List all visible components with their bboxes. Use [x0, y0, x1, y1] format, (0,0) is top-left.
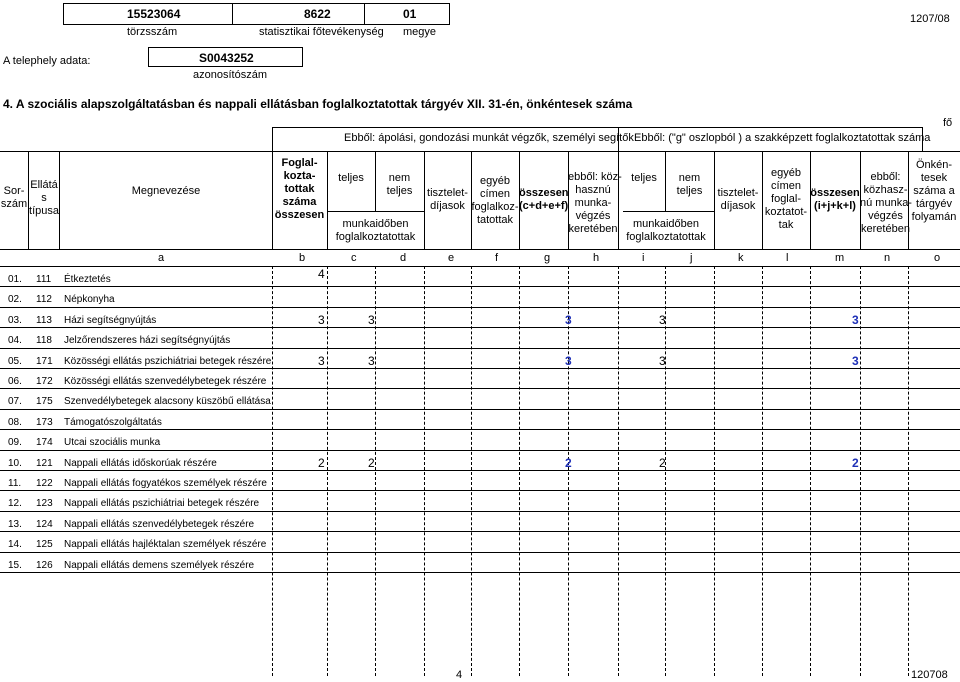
column-letter-a: a — [158, 252, 165, 264]
header-nem-teljes-2: nem teljes — [676, 172, 703, 197]
top-id-box — [63, 3, 450, 25]
row-number: 03. — [8, 314, 22, 326]
row-code: 172 — [36, 376, 53, 387]
divider — [232, 3, 233, 25]
row-number: 14. — [8, 539, 22, 551]
header-nem-teljes-1: nem teljes — [386, 172, 413, 197]
header-munkaidoben-1: munkaidőben foglalkoztatottak — [335, 218, 416, 243]
row-name: Jelzőrendszeres házi segítségnyújtás — [64, 335, 231, 347]
header-tiszteletdijasok-1: tisztelet- díjasok — [427, 187, 468, 212]
row-name: Nappali ellátás hajléktalan személyek részére — [64, 539, 267, 551]
header-tiszteletdijasok-2: tisztelet- díjasok — [717, 187, 759, 212]
activity-label: statisztikai főtevékenység — [259, 26, 384, 38]
row-code: 173 — [36, 416, 53, 428]
row-code: 124 — [36, 518, 53, 530]
column-letter-i: i — [642, 252, 645, 264]
row-number: 06. — [8, 376, 22, 387]
row-name: Közösségi ellátás szenvedélybetegek részére — [64, 376, 267, 387]
value-b: 2 — [318, 455, 325, 470]
header-egyeb-1: egyéb címen foglalkoz- tatottak — [471, 175, 519, 226]
column-letter-l: l — [786, 252, 789, 264]
divider — [364, 3, 365, 25]
column-letter-g: g — [544, 252, 551, 264]
row-separator — [0, 409, 960, 410]
row-number: 02. — [8, 294, 22, 306]
footer-code: 120708 — [911, 669, 948, 681]
column-letter-c: c — [351, 252, 357, 264]
value-m: 3 — [852, 312, 859, 327]
row-separator — [0, 531, 960, 532]
row-code: 122 — [36, 478, 53, 489]
row-name: Étkeztetés — [64, 274, 111, 285]
value-b: 3 — [318, 353, 325, 368]
row-name: Támogatószolgáltatás — [64, 416, 162, 428]
row-separator — [0, 307, 960, 308]
row-name: Nappali ellátás időskorúak részére — [64, 457, 217, 469]
row-separator — [0, 450, 960, 451]
row-separator — [0, 511, 960, 512]
header-onkentesek: Önkén- tesek száma a tárgyév folyamán — [911, 159, 957, 223]
value-b: 3 — [318, 312, 325, 327]
value-m: 3 — [852, 353, 859, 368]
column-letter-d: d — [400, 252, 407, 264]
column-letter-f: f — [495, 252, 499, 264]
value-i: 3 — [659, 353, 666, 368]
row-name: Nappali ellátás szenvedélybetegek részére — [64, 518, 255, 530]
header-ebbol-1: ebből: köz- hasznú munka- végzés keretében — [568, 171, 622, 235]
section-title: 4. A szociális alapszolgáltatásban és nappali ellátásban foglalkoztatottak tárgyév XII. 31-én, önkéntesek száma — [3, 97, 633, 111]
header-ebbol-2: ebből: közhasz- nú munka- végzés keretében — [860, 171, 912, 235]
value-f: 2 — [565, 455, 572, 470]
row-separator — [0, 348, 960, 349]
row-code: 113 — [36, 314, 52, 326]
header-sorszam: Sor- szám — [0, 185, 28, 210]
row-number: 10. — [8, 457, 22, 469]
row-name: Szenvedélybetegek alacsony küszöbű ellátása — [64, 396, 271, 408]
value-i: 3 — [659, 312, 666, 327]
row-separator — [0, 388, 960, 389]
header-teljes-2: teljes — [631, 172, 657, 184]
value-f: 3 — [565, 312, 572, 327]
row-code: 125 — [36, 539, 53, 551]
row-name: Házi segítségnyújtás — [64, 314, 157, 326]
row-separator — [0, 470, 960, 471]
header-munkaidoben-2: munkaidőben foglalkoztatottak — [626, 218, 706, 243]
column-letter-j: j — [690, 252, 693, 264]
row-name: Nappali ellátás demens személyek részére — [64, 559, 255, 571]
row-code: 121 — [36, 457, 53, 469]
column-letter-n: n — [884, 252, 891, 264]
header-megnevezes: Megnevezése — [131, 185, 201, 197]
row-code: 171 — [36, 355, 53, 367]
column-letter-h: h — [593, 252, 600, 264]
tax-number: 15523064 — [127, 7, 181, 21]
row-name: Nappali ellátás fogyatékos személyek részére — [64, 478, 267, 489]
column-letter-e: e — [448, 252, 455, 264]
row-name: Közösségi ellátás pszichiátriai betegek részére — [64, 355, 272, 367]
column-divider — [59, 151, 60, 249]
row-code: 112 — [36, 294, 52, 306]
row-number: 12. — [8, 498, 22, 510]
row-code: 118 — [36, 335, 52, 347]
header-foglalkoztatottak: Foglal- kozta- tottak száma összesen — [274, 157, 325, 221]
site-label: A telephely adata: — [3, 55, 91, 67]
row-separator — [0, 368, 960, 369]
header-osszesen-1: összesen (c+d+e+f) — [519, 187, 569, 212]
row-number: 09. — [8, 437, 22, 449]
row-separator — [0, 552, 960, 553]
group2-title: Ebből: ("g" oszlopból ) a szakképzett foglalkoztatottak száma — [634, 132, 931, 144]
row-code: 123 — [36, 498, 53, 510]
tax-number-label: törzsszám — [127, 26, 178, 38]
value-m: 2 — [852, 455, 859, 470]
row-separator — [0, 572, 960, 573]
row-separator — [0, 429, 960, 430]
page-number: 4 — [456, 669, 463, 681]
row-number: 04. — [8, 335, 22, 347]
unit-label: fő — [943, 117, 953, 129]
row-code: 126 — [36, 559, 53, 571]
site-id: S0043252 — [199, 51, 254, 65]
column-letter-m: m — [835, 252, 845, 264]
value-c: 2 — [368, 455, 375, 470]
row-number: 15. — [8, 559, 22, 571]
county-label: megye — [403, 26, 437, 38]
column-letter-b: b — [299, 252, 306, 264]
row-number: 05. — [8, 355, 22, 367]
row-code: 174 — [36, 437, 53, 449]
row-code: 111 — [36, 274, 52, 285]
value-f: 3 — [565, 353, 572, 368]
row-name: Utcai szociális munka — [64, 437, 161, 449]
header-teljes-1: teljes — [338, 172, 364, 184]
column-letter-k: k — [738, 252, 744, 264]
header-egyeb-2: egyéb címen foglal- koztatot- tak — [764, 167, 808, 231]
row-name: Népkonyha — [64, 294, 115, 306]
row-number: 08. — [8, 416, 22, 428]
value-c: 3 — [368, 312, 375, 327]
header-osszesen-2: összesen (i+j+k+l) — [810, 187, 860, 212]
form-code: 1207/08 — [910, 13, 950, 25]
row-separator — [0, 327, 960, 328]
row-separator — [0, 286, 960, 287]
row-name: Nappali ellátás pszichiátriai betegek részére — [64, 498, 260, 510]
row-separator — [0, 490, 960, 491]
column-letter-o: o — [934, 252, 941, 264]
row-number: 13. — [8, 518, 22, 530]
header-ellatas: Ellátá s típusa — [29, 179, 59, 217]
row-number: 07. — [8, 396, 22, 408]
row-number: 11. — [8, 478, 22, 489]
row-number: 01. — [8, 274, 22, 285]
activity-code: 8622 — [304, 7, 331, 21]
value-c: 3 — [368, 353, 375, 368]
county-code: 01 — [403, 7, 417, 21]
value-a: 4 — [318, 267, 325, 281]
group1-title: Ebből: ápolási, gondozási munkát végzők, személyi segítők — [344, 132, 634, 144]
row-code: 175 — [36, 396, 53, 408]
site-id-label: azonosítószám — [193, 69, 267, 81]
value-i: 2 — [659, 455, 666, 470]
